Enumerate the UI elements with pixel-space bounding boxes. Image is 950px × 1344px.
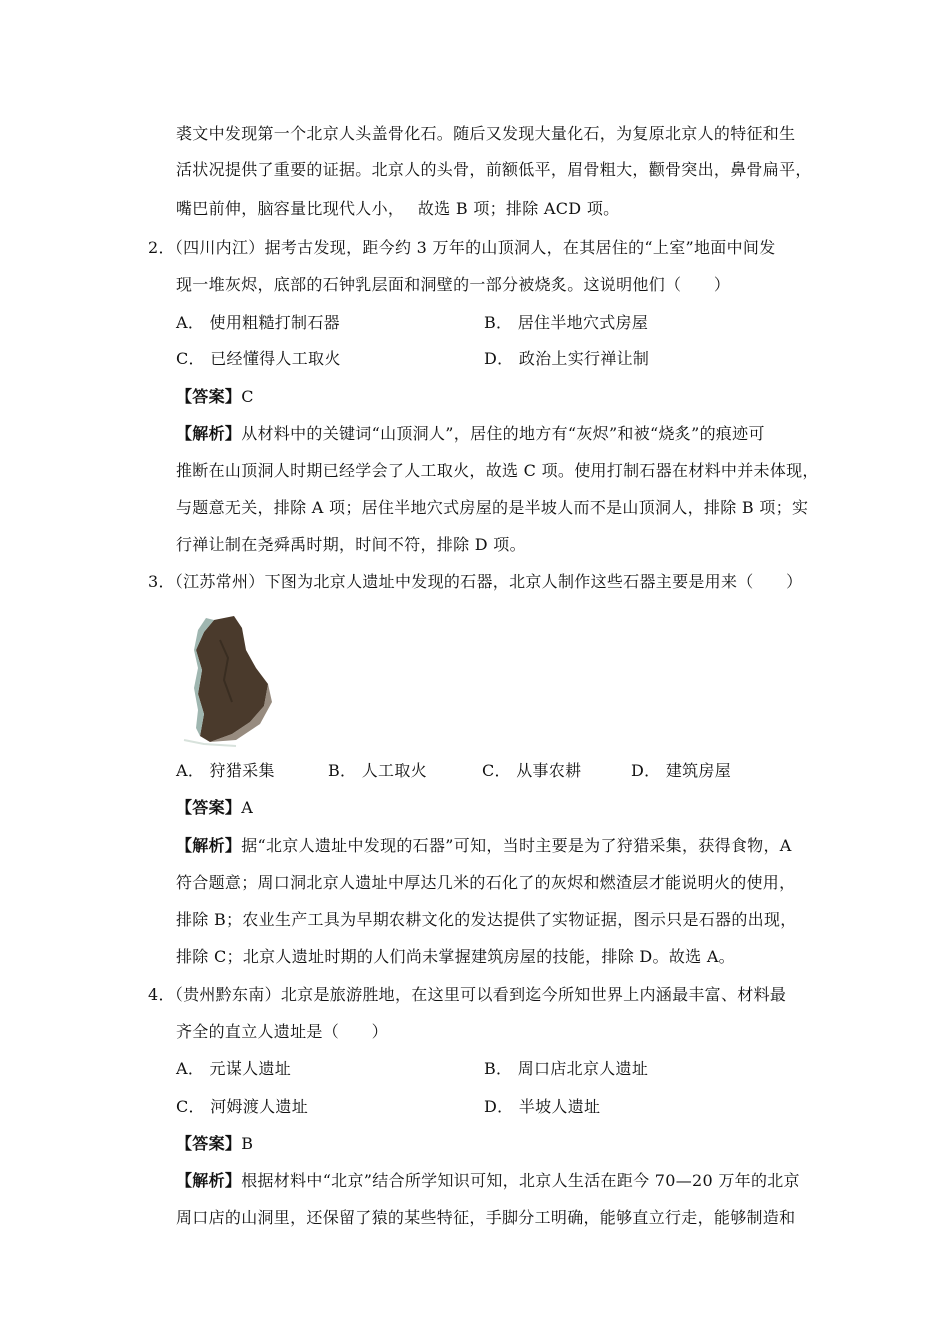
analysis-line: 排除 C；北京人遗址时期的人们尚未掌握建筑房屋的技能，排除 D。故选 A。 — [176, 947, 735, 966]
option-c: C． 从事农耕 — [482, 761, 582, 780]
answer-line — [176, 1134, 253, 1154]
option-a: A． 狩猎采集 — [176, 761, 275, 780]
option-c: C． 河姆渡人遗址 — [176, 1097, 309, 1116]
answer-tag: 【答案】 — [176, 1134, 242, 1153]
option-d: D． 建筑房屋 — [631, 761, 732, 780]
option-a: A． 元谋人遗址 — [176, 1059, 292, 1078]
analysis-text: 从材料中的关键词“山顶洞人”，居住的地方有“灰烬”和被“烧炙”的痕迹可 — [241, 424, 765, 443]
analysis-line — [176, 424, 765, 444]
question-2-stem: 2．（四川内江）据考古发现，距今约 3 万年的山顶洞人，在其居住的“上室”地面中间发 — [148, 238, 776, 257]
option-d: D． 政治上实行禅让制 — [484, 349, 650, 368]
question-4-stem: 4．（贵州黔东南）北京是旅游胜地，在这里可以看到迄今所知世界上内涵最丰富、材料最 — [148, 985, 787, 1004]
paragraph-line: 裘文中发现第一个北京人头盖骨化石。随后又发现大量化石，为复原北京人的特征和生 — [176, 124, 796, 143]
option-d: D． 半坡人遗址 — [484, 1097, 601, 1116]
option-b: B． 人工取火 — [328, 761, 427, 780]
question-3-stem: 3．（江苏常州）下图为北京人遗址中发现的石器，北京人制作这些石器主要是用来（ ） — [148, 572, 803, 591]
option-b: B． 周口店北京人遗址 — [484, 1059, 649, 1078]
answer-line — [176, 387, 254, 407]
analysis-tag: 【解析】 — [176, 424, 242, 443]
analysis-text: 据“北京人遗址中发现的石器”可知，当时主要是为了狩猎采集，获得食物，A — [241, 836, 792, 855]
paragraph-line: 嘴巴前伸，脑容量比现代人小， 故选 B 项；排除 ACD 项。 — [176, 199, 620, 218]
option-a: A． 使用粗糙打制石器 — [176, 313, 340, 332]
analysis-line: 符合题意；周口洞北京人遗址中厚达几米的石化了的灰烬和燃渣层才能说明火的使用， — [176, 873, 796, 892]
question-2-stem: 现一堆灰烬，底部的石钟乳层面和洞壁的一部分被烧炙。这说明他们（ ） — [176, 275, 731, 294]
analysis-tag: 【解析】 — [176, 1171, 242, 1190]
option-b: B． 居住半地穴式房屋 — [484, 313, 649, 332]
analysis-line — [176, 1171, 800, 1191]
stone-tool-image — [176, 610, 280, 748]
paragraph-line: 活状况提供了重要的证据。北京人的头骨，前额低平，眉骨粗大，颧骨突出，鼻骨扁平， — [176, 160, 812, 179]
answer-value: A — [241, 798, 254, 817]
answer-tag: 【答案】 — [176, 798, 242, 817]
option-c: C． 已经懂得人工取火 — [176, 349, 341, 368]
answer-value: B — [241, 1134, 254, 1153]
analysis-tag: 【解析】 — [176, 836, 242, 855]
question-4-stem: 齐全的直立人遗址是（ ） — [176, 1022, 388, 1041]
answer-value: C — [241, 387, 254, 406]
analysis-line: 周口店的山洞里，还保留了猿的某些特征，手脚分工明确，能够直立行走，能够制造和 — [176, 1208, 796, 1227]
answer-line — [176, 798, 253, 818]
analysis-line: 行禅让制在尧舜禹时期，时间不符，排除 D 项。 — [176, 535, 526, 554]
analysis-line: 排除 B；农业生产工具为早期农耕文化的发达提供了实物证据，图示只是石器的出现， — [176, 910, 797, 929]
analysis-line: 与题意无关，排除 A 项；居住半地穴式房屋的是半坡人而不是山顶洞人，排除 B 项；实 — [176, 498, 809, 517]
analysis-line — [176, 836, 792, 856]
analysis-text: 根据材料中“北京”结合所学知识可知，北京人生活在距今 70—20 万年的北京 — [241, 1171, 800, 1190]
analysis-line: 推断在山顶洞人时期已经学会了人工取火，故选 C 项。使用打制石器在材料中并未体现， — [176, 461, 819, 480]
answer-tag: 【答案】 — [176, 387, 242, 406]
